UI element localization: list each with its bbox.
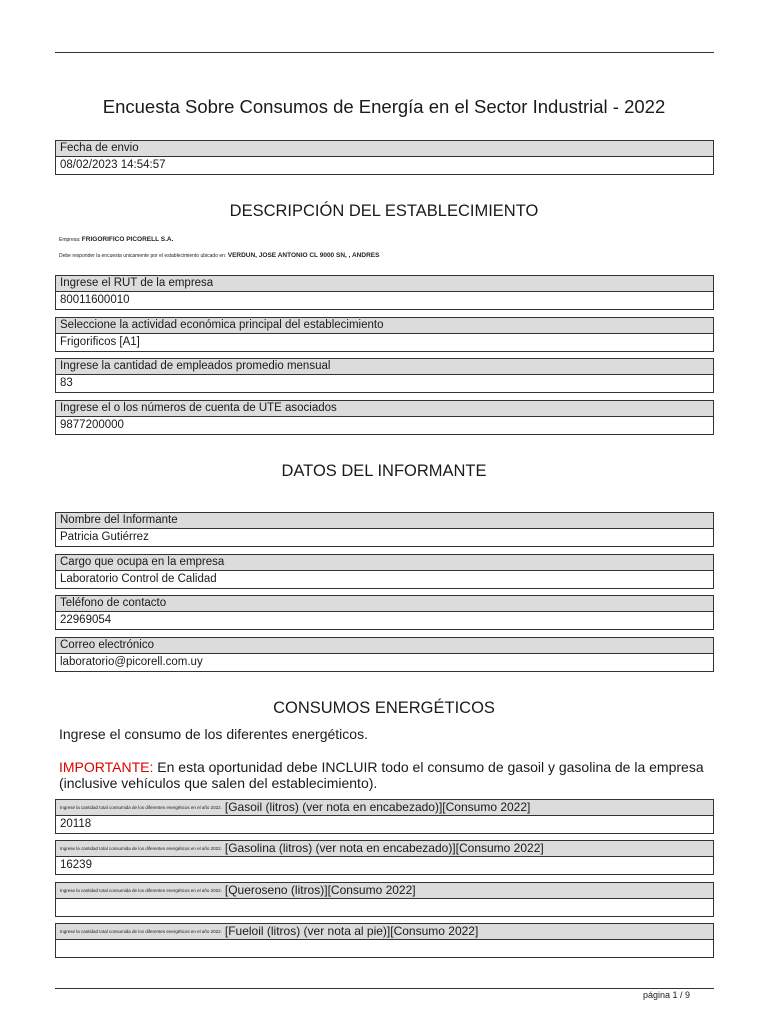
fueloil-field bbox=[55, 923, 714, 958]
ute-account-value: 9877200000 bbox=[55, 417, 714, 435]
ute-account-label: Ingrese el o los números de cuenta de UTE asociados bbox=[55, 400, 714, 417]
company-note bbox=[59, 236, 173, 243]
queroseno-field bbox=[55, 882, 714, 917]
energy-section-title: CONSUMOS ENERGÉTICOS bbox=[273, 699, 495, 717]
email-value: laboratorio@picorell.com.uy bbox=[55, 654, 714, 672]
company-name: FRIGORIFICO PICORELL S.A. bbox=[81, 236, 174, 243]
activity-label: Seleccione la actividad económica principal del establecimiento bbox=[55, 317, 714, 334]
page-title: Encuesta Sobre Consumos de Energía en el Sector Industrial - 2022 bbox=[102, 96, 666, 117]
employees-label: Ingrese la cantidad de empleados promedio mensual bbox=[55, 358, 714, 375]
rut-value: 80011600010 bbox=[55, 292, 714, 310]
location-name: VERDUN, JOSE ANTONIO CL 9000 SN, , ANDRES bbox=[227, 252, 380, 259]
gasoil-label-text: [Gasoil (litros) (ver nota en encabezado)][Consumo 2022] bbox=[224, 800, 531, 814]
phone-field bbox=[55, 595, 714, 630]
gasolina-question-prefix: Ingrese la cantidad total consumida de los diferentes energéticos en el año 2022. bbox=[60, 846, 222, 852]
activity-field bbox=[55, 317, 714, 352]
informant-section-title: DATOS DEL INFORMANTE bbox=[281, 462, 487, 480]
important-text: En esta oportunidad debe INCLUIR todo el consumo de gasoil y gasolina de la empresa (inclusive vehículos que salen del establecimiento). bbox=[59, 759, 704, 791]
fueloil-label bbox=[55, 923, 714, 940]
rut-label: Ingrese el RUT de la empresa bbox=[55, 275, 714, 292]
page-number: página 1 / 9 bbox=[642, 990, 690, 1000]
gasoil-field bbox=[55, 799, 714, 834]
queroseno-label bbox=[55, 882, 714, 899]
informant-name-label: Nombre del Informante bbox=[55, 512, 714, 529]
bottom-rule bbox=[55, 988, 714, 989]
top-rule bbox=[55, 52, 714, 53]
gasoil-question-prefix: Ingrese la cantidad total consumida de los diferentes energéticos en el año 2022. bbox=[60, 805, 222, 811]
phone-value: 22969054 bbox=[55, 612, 714, 630]
informant-name-value: Patricia Gutiérrez bbox=[55, 529, 714, 547]
submission-date-value: 08/02/2023 14:54:57 bbox=[55, 157, 714, 175]
gasoil-label bbox=[55, 799, 714, 816]
gasolina-field bbox=[55, 840, 714, 875]
phone-label: Teléfono de contacto bbox=[55, 595, 714, 612]
activity-value: Frigorificos [A1] bbox=[55, 334, 714, 352]
position-field bbox=[55, 554, 714, 589]
ute-account-field bbox=[55, 400, 714, 435]
gasolina-label-text: [Gasolina (litros) (ver nota en encabezado)][Consumo 2022] bbox=[224, 841, 544, 855]
location-note bbox=[59, 252, 379, 259]
rut-field bbox=[55, 275, 714, 310]
gasolina-value: 16239 bbox=[55, 857, 714, 875]
position-value: Laboratorio Control de Calidad bbox=[55, 571, 714, 589]
queroseno-value bbox=[55, 899, 714, 917]
location-prefix: Debe responder la encuesta unicamente por el establecimiento ubicado en: bbox=[59, 253, 227, 259]
informant-name-field bbox=[55, 512, 714, 547]
fueloil-value bbox=[55, 940, 714, 958]
submission-date-label: Fecha de envio bbox=[55, 140, 714, 157]
employees-field bbox=[55, 358, 714, 393]
submission-date-field bbox=[55, 140, 714, 175]
gasoil-value: 20118 bbox=[55, 816, 714, 834]
fueloil-label-text: [Fueloil (litros) (ver nota al pie)][Consumo 2022] bbox=[224, 924, 479, 938]
important-label: IMPORTANTE: bbox=[59, 759, 154, 775]
fueloil-question-prefix: Ingrese la cantidad total consumida de los diferentes energéticos en el año 2022. bbox=[60, 929, 222, 935]
queroseno-question-prefix: Ingrese la cantidad total consumida de los diferentes energéticos en el año 2022. bbox=[60, 888, 222, 894]
energy-intro: Ingrese el consumo de los diferentes energéticos. bbox=[59, 726, 368, 742]
email-label: Correo electrónico bbox=[55, 637, 714, 654]
queroseno-label-text: [Queroseno (litros)][Consumo 2022] bbox=[224, 883, 416, 897]
employees-value: 83 bbox=[55, 375, 714, 393]
position-label: Cargo que ocupa en la empresa bbox=[55, 554, 714, 571]
company-prefix: Empresa: bbox=[59, 237, 81, 243]
gasolina-label bbox=[55, 840, 714, 857]
email-field bbox=[55, 637, 714, 672]
establishment-section-title: DESCRIPCIÓN DEL ESTABLECIMIENTO bbox=[229, 202, 539, 220]
important-note bbox=[59, 759, 719, 791]
